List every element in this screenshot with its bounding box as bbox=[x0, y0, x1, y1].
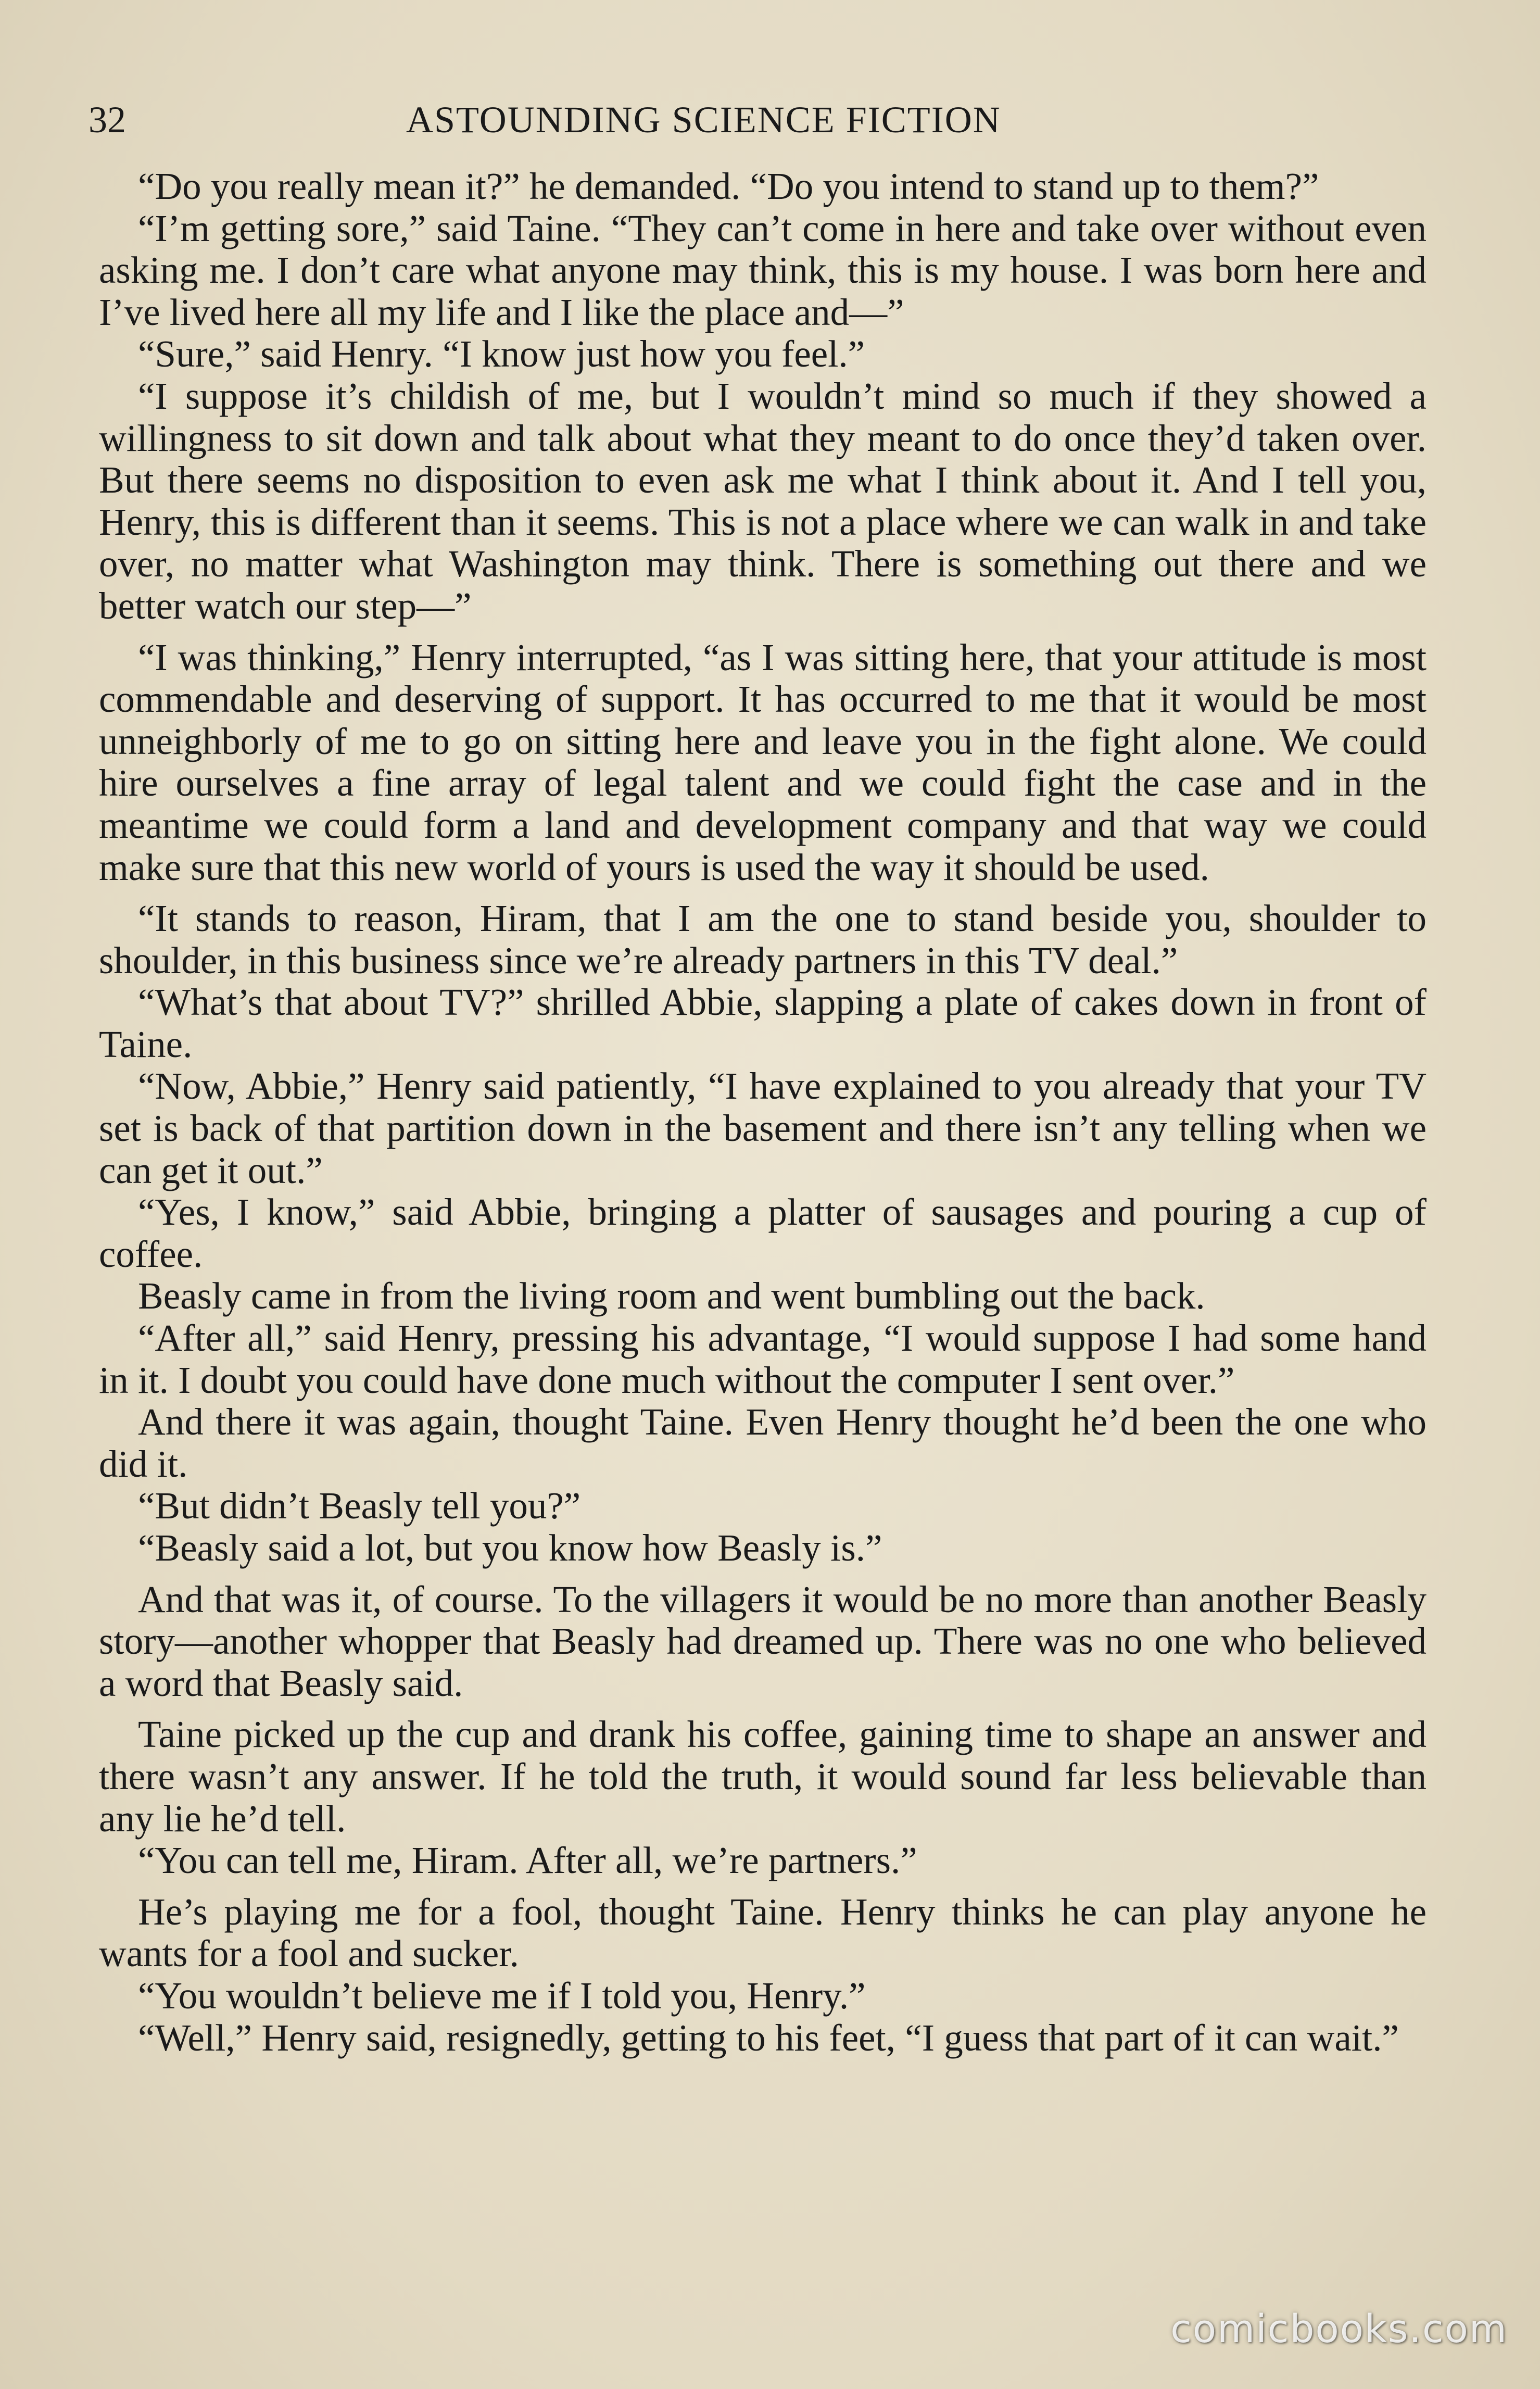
journal-title: ASTOUNDING SCIENCE FICTION bbox=[406, 99, 1001, 141]
paragraph: “Beasly said a lot, but you know how Beasly is.” bbox=[138, 1527, 882, 1569]
paragraph: “Well,” Henry said, resignedly, getting to his feet, “I guess that part of it can wait.” bbox=[138, 2016, 1399, 2059]
paragraph: “Now, Abbie,” Henry said patiently, “I have explained to you already that your TV set is back of that partition down in the basement and there isn’t any telling when we can get it out.” bbox=[99, 1065, 1427, 1191]
paragraph: “I was thinking,” Henry interrupted, “as I was sitting here, that your attitude is most commendable and deserving of support. It has occurred to me that it would be most unneighborly of me to go on sitting here and leave you in the fight alone. We could hire ourselves a fine array of legal talent and we could fight the case and in the meantime we could form a land and development company and that way we could make sure that this new world of yours is used the way it should be used. bbox=[99, 636, 1427, 888]
paragraph: “After all,” said Henry, pressing his advantage, “I would suppose I had some hand in it. I doubt you could have done much without the computer I sent over.” bbox=[99, 1317, 1427, 1401]
paragraph: “You can tell me, Hiram. After all, we’re partners.” bbox=[138, 1839, 917, 1882]
paragraph: “It stands to reason, Hiram, that I am the one to stand beside you, shoulder to shoulder, in this business since we’re already partners in this TV deal.” bbox=[99, 897, 1427, 982]
running-head bbox=[89, 94, 1104, 146]
site-watermark: comicbooks.com bbox=[1170, 2307, 1508, 2352]
paragraph: “I suppose it’s childish of me, but I wouldn’t mind so much if they showed a willingness to sit down and talk about what they meant to do once they’d taken over. But there seems no disposition to even ask me what I think about it. And I tell you, Henry, this is different than it seems. This is not a place where we can walk in and take over, no matter what Washington may think. There is something out there and we better watch our step—” bbox=[99, 374, 1427, 627]
paragraph: “Yes, I know,” said Abbie, bringing a platter of sausages and pouring a cup of coffee. bbox=[99, 1191, 1427, 1275]
paragraph: He’s playing me for a fool, thought Taine. Henry thinks he can play anyone he wants for a fool and sucker. bbox=[99, 1890, 1427, 1975]
page-number: 32 bbox=[89, 99, 126, 141]
paragraph: And that was it, of course. To the villagers it would be no more than another Beasly story—another whopper that Beasly had dreamed up. There was no one who believed a word that Beasly said. bbox=[99, 1578, 1427, 1704]
paragraph: “Sure,” said Henry. “I know just how you feel.” bbox=[138, 333, 865, 375]
paragraph: And there it was again, thought Taine. Even Henry thought he’d been the one who did it. bbox=[99, 1401, 1427, 1485]
paragraph: “But didn’t Beasly tell you?” bbox=[138, 1485, 581, 1527]
paragraph: Taine picked up the cup and drank his coffee, gaining time to shape an answer and there wasn’t any answer. If he told the truth, it would sound far less believable than any lie he’d tell. bbox=[99, 1713, 1427, 1840]
paragraph: Beasly came in from the living room and went bumbling out the back. bbox=[138, 1275, 1205, 1317]
paragraph: “You wouldn’t believe me if I told you, Henry.” bbox=[138, 1974, 866, 2017]
paragraph: “What’s that about TV?” shrilled Abbie, slapping a plate of cakes down in front of Taine. bbox=[99, 981, 1427, 1065]
story-text bbox=[99, 166, 1427, 2059]
paragraph: “I’m getting sore,” said Taine. “They can’t come in here and take over without even asking me. I don’t care what anyone may think, this is my house. I was born here and I’ve lived here all my life and I like the place and—” bbox=[99, 207, 1427, 333]
paragraph: “Do you really mean it?” he demanded. “Do you intend to stand up to them?” bbox=[138, 165, 1319, 207]
